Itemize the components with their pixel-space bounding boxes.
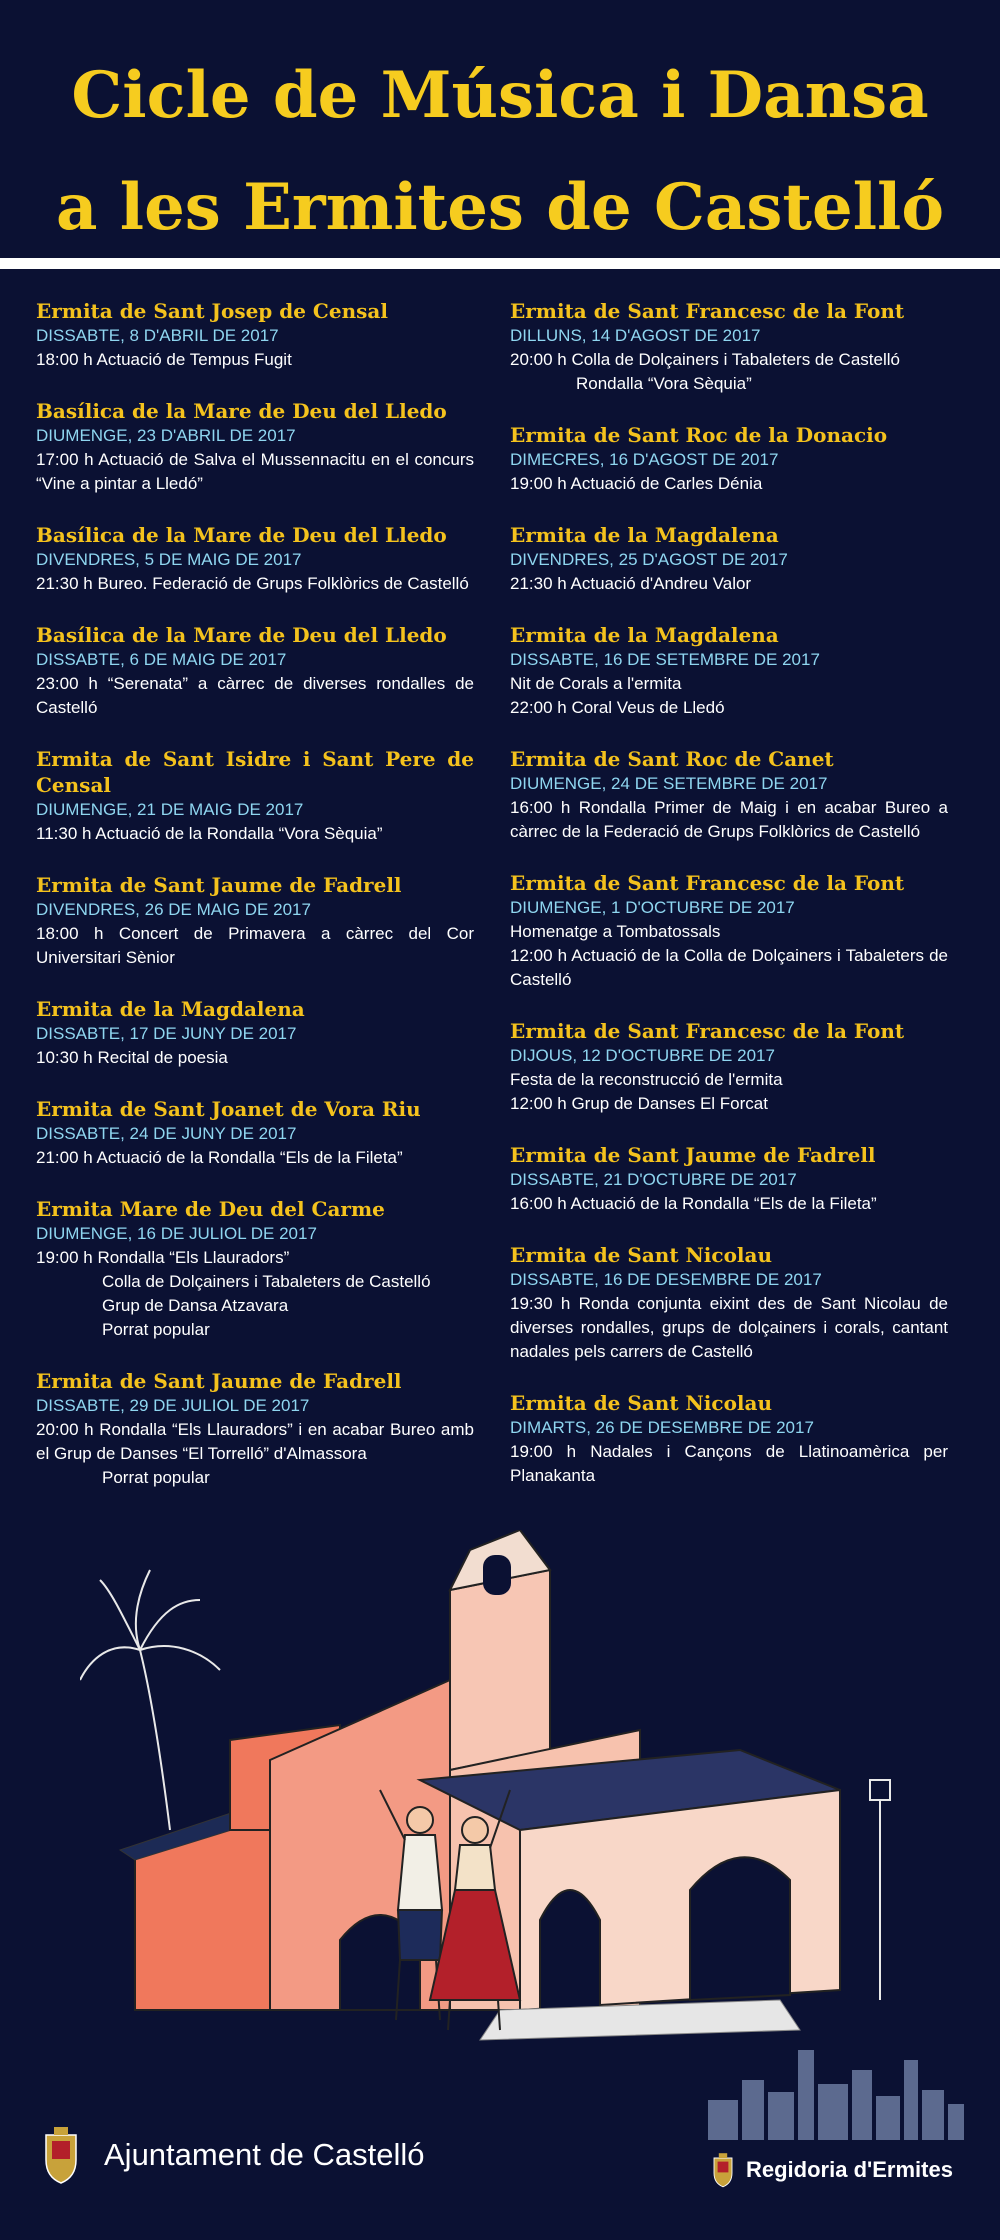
event-detail: Grup de Dansa Atzavara (102, 1296, 289, 1315)
event-venue: Ermita de Sant Roc de Canet (510, 747, 834, 771)
event-detail: 16:00 h Actuació de la Rondalla “Els de la Fileta” (510, 1194, 877, 1213)
regidoria-label: Regidoria d'Ermites (746, 2157, 953, 2182)
event-date: DIMARTS, 26 DE DESEMBRE DE 2017 (510, 1418, 814, 1437)
title-line-2: a les Ermites de Castelló (56, 170, 944, 245)
event-entry (510, 298, 948, 396)
event-detail: Porrat popular (102, 1468, 210, 1487)
castello-coat-of-arms-icon (36, 2125, 86, 2185)
event-detail: 19:00 h Rondalla “Els Llauradors” (36, 1248, 290, 1267)
event-detail: 19:00 h Nadales i Cançons de Llatinoamèrica per Planakanta (510, 1442, 948, 1485)
palm-tree-icon (80, 1570, 220, 1830)
event-venue: Basílica de la Mare de Deu del Lledo (36, 399, 447, 423)
event-entry (510, 870, 948, 992)
event-entry (510, 1390, 948, 1488)
event-detail: 23:00 h “Serenata” a càrrec de diverses rondalles de Castelló (36, 674, 474, 717)
event-entry (510, 746, 948, 844)
event-entry (36, 298, 474, 372)
event-venue: Basílica de la Mare de Deu del Lledo (36, 623, 447, 647)
event-entry (36, 522, 474, 596)
event-detail: 21:00 h Actuació de la Rondalla “Els de la Fileta” (36, 1148, 403, 1167)
event-date: DISSABTE, 16 DE SETEMBRE DE 2017 (510, 650, 820, 669)
event-date: DISSABTE, 6 DE MAIG DE 2017 (36, 650, 287, 669)
event-detail: Festa de la reconstrucció de l'ermita (510, 1070, 783, 1089)
schedule-column-right (510, 298, 948, 1514)
event-detail: 16:00 h Rondalla Primer de Maig i en acabar Bureo a càrrec de la Federació de Grups Folklòrics de Castelló (510, 798, 948, 841)
event-detail: 19:30 h Ronda conjunta eixint des de Sant Nicolau de diverses rondalles, grups de dolçainers i corals, cantant nadales pels carrers de Castelló (510, 1294, 948, 1361)
event-venue: Ermita de la Magdalena (510, 623, 779, 647)
event-entry (510, 1242, 948, 1364)
event-date: DIUMENGE, 21 DE MAIG DE 2017 (36, 800, 304, 819)
event-entry (36, 1368, 474, 1490)
event-detail: Colla de Dolçainers i Tabaleters de Castelló (102, 1272, 431, 1291)
hermitage-dancers-illustration (80, 1530, 960, 2060)
event-detail: 20:00 h Colla de Dolçainers i Tabaleters de Castelló (510, 350, 900, 369)
event-entry (36, 1196, 474, 1342)
event-venue: Ermita de Sant Francesc de la Font (510, 299, 905, 323)
event-detail: Porrat popular (102, 1320, 210, 1339)
street-lamp-icon (870, 1780, 890, 2000)
event-venue: Ermita de Sant Isidre i Sant Pere de Censal (36, 747, 474, 797)
event-date: DIVENDRES, 26 DE MAIG DE 2017 (36, 900, 311, 919)
event-date: DILLUNS, 14 D'AGOST DE 2017 (510, 326, 761, 345)
schedule-column-left (36, 298, 474, 1516)
event-detail: Homenatge a Tombatossals (510, 922, 721, 941)
event-detail: 21:30 h Actuació d'Andreu Valor (510, 574, 752, 593)
event-venue: Ermita de Sant Roc de la Donacio (510, 423, 888, 447)
ajuntament-label: Ajuntament de Castelló (104, 2137, 425, 2172)
event-venue: Ermita de Sant Jaume de Fadrell (36, 1369, 402, 1393)
event-entry (36, 996, 474, 1070)
event-detail: 17:00 h Actuació de Salva el Mussennacitu en el concurs “Vine a pintar a Lledó” (36, 450, 474, 493)
event-venue: Ermita de Sant Nicolau (510, 1243, 773, 1267)
event-date: DISSABTE, 8 D'ABRIL DE 2017 (36, 326, 279, 345)
event-entry (36, 872, 474, 970)
event-venue: Ermita de Sant Francesc de la Font (510, 871, 905, 895)
regidoria-logo (708, 2152, 953, 2188)
event-detail: 20:00 h Rondalla “Els Llauradors” i en acabar Bureo amb el Grup de Danses “El Torrelló” d'Almassora (36, 1420, 474, 1463)
event-date: DISSABTE, 24 DE JUNY DE 2017 (36, 1124, 297, 1143)
event-venue: Basílica de la Mare de Deu del Lledo (36, 523, 447, 547)
event-date: DIUMENGE, 24 DE SETEMBRE DE 2017 (510, 774, 828, 793)
event-entry (36, 622, 474, 720)
event-entry (510, 1018, 948, 1116)
event-detail: 12:00 h Grup de Danses El Forcat (510, 1094, 768, 1113)
word-cloud-skyline-icon (708, 2040, 964, 2140)
event-venue: Ermita de Sant Nicolau (510, 1391, 773, 1415)
castello-coat-of-arms-icon (708, 2152, 738, 2188)
event-detail: 21:30 h Bureo. Federació de Grups Folklòrics de Castelló (36, 574, 469, 593)
event-date: DISSABTE, 17 DE JUNY DE 2017 (36, 1024, 297, 1043)
event-entry (36, 1096, 474, 1170)
event-detail: 18:00 h Actuació de Tempus Fugit (36, 350, 292, 369)
event-entry (510, 1142, 948, 1216)
event-venue: Ermita de Sant Jaume de Fadrell (36, 873, 402, 897)
event-detail: Nit de Corals a l'ermita (510, 674, 682, 693)
event-venue: Ermita de Sant Jaume de Fadrell (510, 1143, 876, 1167)
event-venue: Ermita Mare de Deu del Carme (36, 1197, 385, 1221)
event-detail: 18:00 h Concert de Primavera a càrrec del Cor Universitari Sènior (36, 924, 474, 967)
event-date: DISSABTE, 29 DE JULIOL DE 2017 (36, 1396, 310, 1415)
event-venue: Ermita de la Magdalena (36, 997, 305, 1021)
event-date: DIVENDRES, 5 DE MAIG DE 2017 (36, 550, 302, 569)
event-detail: 10:30 h Recital de poesia (36, 1048, 228, 1067)
event-detail: 19:00 h Actuació de Carles Dénia (510, 474, 763, 493)
event-entry (36, 398, 474, 496)
title-divider (0, 258, 1000, 269)
event-detail: Rondalla “Vora Sèquia” (576, 374, 752, 393)
title-line-1: Cicle de Música i Dansa (71, 58, 929, 133)
poster-title (0, 40, 1000, 264)
event-date: DIMECRES, 16 D'AGOST DE 2017 (510, 450, 779, 469)
event-venue: Ermita de Sant Josep de Censal (36, 299, 388, 323)
event-entry (510, 422, 948, 496)
event-detail: 22:00 h Coral Veus de Lledó (510, 698, 725, 717)
event-venue: Ermita de Sant Francesc de la Font (510, 1019, 905, 1043)
ajuntament-logo (36, 2125, 425, 2185)
event-entry (510, 622, 948, 720)
event-date: DIVENDRES, 25 D'AGOST DE 2017 (510, 550, 788, 569)
event-venue: Ermita de la Magdalena (510, 523, 779, 547)
event-detail: 11:30 h Actuació de la Rondalla “Vora Sèquia” (36, 824, 383, 843)
event-date: DISSABTE, 16 DE DESEMBRE DE 2017 (510, 1270, 822, 1289)
event-date: DIUMENGE, 1 D'OCTUBRE DE 2017 (510, 898, 795, 917)
event-venue: Ermita de Sant Joanet de Vora Riu (36, 1097, 421, 1121)
event-detail: 12:00 h Actuació de la Colla de Dolçainers i Tabaleters de Castelló (510, 946, 948, 989)
event-date: DIJOUS, 12 D'OCTUBRE DE 2017 (510, 1046, 775, 1065)
event-date: DIUMENGE, 16 DE JULIOL DE 2017 (36, 1224, 317, 1243)
event-date: DISSABTE, 21 D'OCTUBRE DE 2017 (510, 1170, 797, 1189)
event-entry (510, 522, 948, 596)
event-date: DIUMENGE, 23 D'ABRIL DE 2017 (36, 426, 296, 445)
event-entry (36, 746, 474, 846)
